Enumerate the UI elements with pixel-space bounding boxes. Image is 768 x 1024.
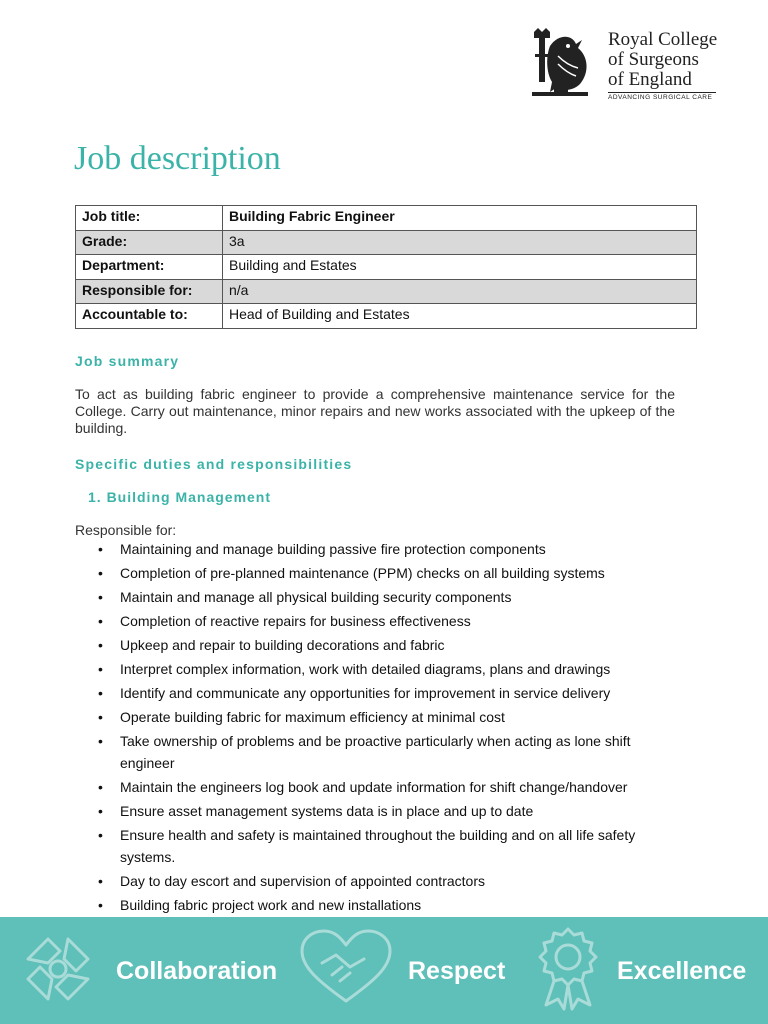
page-title: Job description bbox=[74, 140, 281, 177]
job-summary-text: To act as building fabric engineer to provide a comprehensive maintenance service for the College. Carry out maintenance, minor repairs and new works associated with the upkeep of the building. bbox=[75, 386, 675, 436]
row-value: Building and Estates bbox=[223, 255, 697, 280]
row-value: n/a bbox=[223, 279, 697, 304]
job-info-table bbox=[75, 205, 697, 329]
hands-circle-icon bbox=[18, 929, 98, 1009]
list-item: • Upkeep and repair to building decorations and fabric bbox=[98, 634, 658, 656]
value-respect: Respect bbox=[408, 957, 506, 985]
table-row bbox=[76, 304, 697, 329]
list-item: • Ensure health and safety is maintained throughout the building and on all life safety systems. bbox=[98, 824, 658, 868]
list-item: • Take ownership of problems and be proactive particularly when acting as lone shift engineer bbox=[98, 730, 658, 774]
row-value: Head of Building and Estates bbox=[223, 304, 697, 329]
row-key: Responsible for: bbox=[76, 279, 223, 304]
table-row bbox=[76, 279, 697, 304]
logo-tagline: ADVANCING SURGICAL CARE bbox=[608, 94, 713, 101]
logo-line-3: of England bbox=[608, 69, 692, 90]
value-excellence: Excellence bbox=[617, 957, 747, 985]
list-item: • Operate building fabric for maximum efficiency at minimal cost bbox=[98, 706, 658, 728]
list-item: • Day to day escort and supervision of appointed contractors bbox=[98, 870, 658, 892]
row-key: Job title: bbox=[76, 206, 223, 231]
list-item: • Maintaining and manage building passive fire protection components bbox=[98, 538, 658, 560]
row-value: Building Fabric Engineer bbox=[223, 206, 697, 231]
responsible-for-label: Responsible for: bbox=[75, 522, 177, 538]
list-item: • Identify and communicate any opportunities for improvement in service delivery bbox=[98, 682, 658, 704]
logo-line-2: of Surgeons bbox=[608, 49, 699, 70]
table-row bbox=[76, 230, 697, 255]
list-item: • Maintain the engineers log book and update information for shift change/handover bbox=[98, 776, 658, 798]
duties-heading: Specific duties and responsibilities bbox=[75, 456, 353, 472]
building-management-heading: 1. Building Management bbox=[88, 489, 272, 505]
logo-divider bbox=[608, 92, 716, 93]
row-value: 3a bbox=[223, 230, 697, 255]
list-item: • Maintain and manage all physical building security components bbox=[98, 586, 658, 608]
logo-wordmark bbox=[608, 30, 717, 90]
row-key: Accountable to: bbox=[76, 304, 223, 329]
row-key: Grade: bbox=[76, 230, 223, 255]
value-collaboration: Collaboration bbox=[116, 957, 278, 985]
row-key: Department: bbox=[76, 255, 223, 280]
list-item: • Completion of pre-planned maintenance (PPM) checks on all building systems bbox=[98, 562, 658, 584]
list-item: • Completion of reactive repairs for business effectiveness bbox=[98, 610, 658, 632]
list-item: • Interpret complex information, work with detailed diagrams, plans and drawings bbox=[98, 658, 658, 680]
values-banner bbox=[0, 917, 768, 1024]
job-summary-heading: Job summary bbox=[75, 353, 180, 369]
list-item: • Ensure asset management systems data is in place and up to date bbox=[98, 800, 658, 822]
eagle-crest-icon bbox=[528, 26, 600, 102]
duties-list bbox=[98, 538, 658, 918]
rcs-logo bbox=[528, 26, 728, 106]
logo-line-1: Royal College bbox=[608, 29, 718, 50]
rosette-award-icon bbox=[530, 925, 606, 1011]
table-row bbox=[76, 255, 697, 280]
heart-handshake-icon bbox=[298, 927, 394, 1007]
table-row bbox=[76, 206, 697, 231]
list-item: • Building fabric project work and new installations bbox=[98, 894, 658, 916]
